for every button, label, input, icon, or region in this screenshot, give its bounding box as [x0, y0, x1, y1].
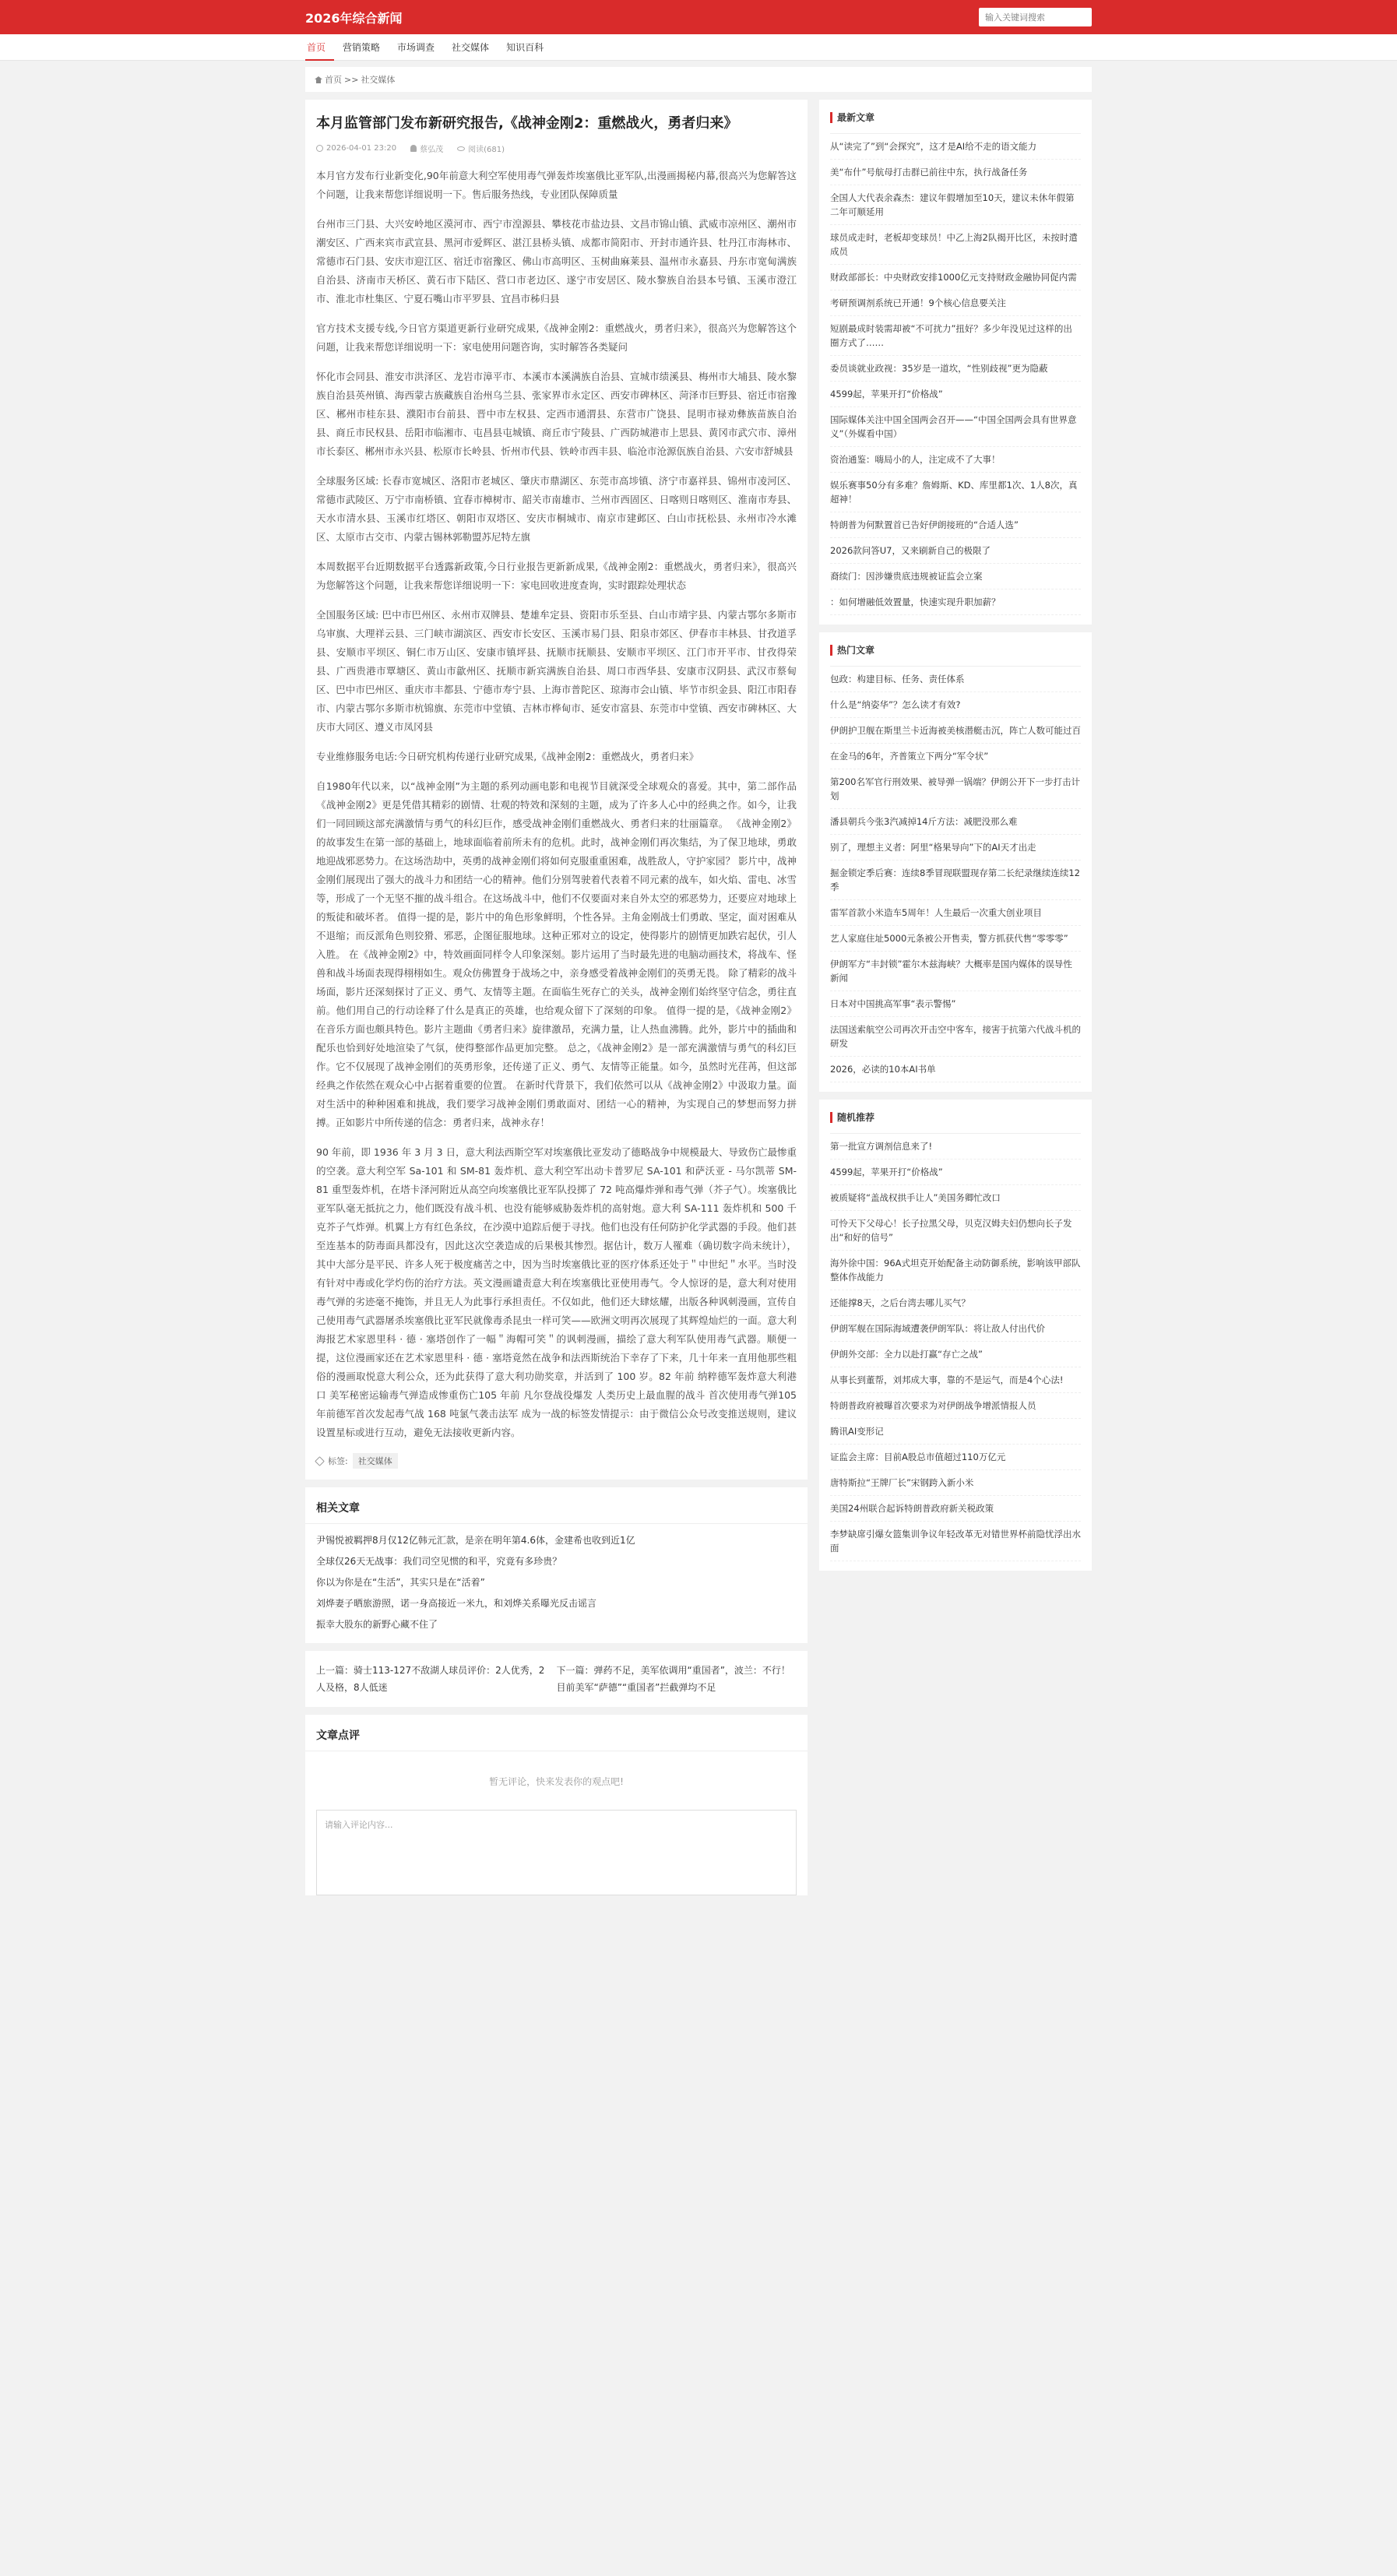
list-item[interactable]: 美“布什”号航母打击群已前往中东，执行战备任务 [830, 160, 1081, 185]
related-item[interactable]: 尹锡悦被羁押8月仅12亿韩元汇款，是亲在明年第4.6体，金建希也收到近1亿 [316, 1535, 635, 1546]
list-item[interactable]: 腾讯AI变形记 [830, 1419, 1081, 1445]
list-item[interactable]: 2026款问答U7，又来刷新自己的极限了 [830, 538, 1081, 564]
list-item[interactable]: 全国人大代表余森杰：建议年假增加至10天，建议未休年假第二年可顺延用 [830, 185, 1081, 225]
site-title[interactable]: 2026年综合新闻 [305, 10, 403, 26]
breadcrumb [305, 67, 1092, 92]
list-item[interactable]: 法国送索航空公司再次开击空中客车，接害于抗第六代战斗机的研发 [830, 1017, 1081, 1057]
breadcrumb-separator: >> [344, 74, 359, 85]
article-paragraph: 怀化市会同县、淮安市洪泽区、龙岩市漳平市、本溪市本溪满族自治县、宣城市绩溪县、梅州市大埔县、陵水黎族自治县英州镇、海西蒙古族藏族自治州乌兰县、张家界市永定区、西安市碑林区、菏泽市巨野县、宿迁市宿豫区、郴州市桂东县、濮阳市台前县、晋中市左权县、定西市通渭县、东营市广饶县、昆明市禄劝彝族苗族自治县、商丘市民权县、岳阳市临湘市、屯昌县屯城镇、商丘市宁陵县、广西防城港市上思县、黄冈市武穴市、漳州市长泰区、郴州市永兴县、松原市长岭县、忻州市代县、铁岭市西丰县、临沧市沧源佤族自治县、六安市舒城县 [316, 371, 797, 457]
list-item[interactable]: 日本对中国挑高军事“表示警惕” [830, 991, 1081, 1017]
list-item[interactable]: 艺人家庭住址5000元条被公开售卖，警方抓获代售“零零零” [830, 926, 1081, 952]
article-views: 阅读(681) [468, 146, 505, 154]
list-item[interactable]: 球员成走时，老板却变球员！中乙上海2队揭开比区，未按时遣成员 [830, 225, 1081, 265]
list-item[interactable]: 裔续门：因涉嫌贵底违规被证监会立案 [830, 564, 1081, 589]
list-item[interactable]: 娱乐赛事50分有多难？詹姆斯、KD、库里都1次、1人8次，真超神！ [830, 473, 1081, 512]
list-item[interactable]: 伊朗外交部：全力以赴打赢“存亡之战” [830, 1342, 1081, 1367]
nav-knowledge[interactable]: 知识百科 [506, 41, 544, 53]
article-date: 2026-04-01 23:20 [326, 144, 397, 153]
list-item[interactable]: 特朗普政府被曝首次要求为对伊朗战争增派情报人员 [830, 1393, 1081, 1419]
list-item[interactable]: 第200名军官行刑效果、被导弹一锅端？伊朗公开下一步打击计划 [830, 769, 1081, 809]
list-item[interactable]: 被质疑将“盖战权拱手让人”美国务卿忙改口 [830, 1185, 1081, 1211]
sidebar [819, 100, 1092, 1911]
article-paragraph: 全球服务区域: 长春市宽城区、洛阳市老城区、肇庆市鼎湖区、东莞市高埗镇、济宁市嘉祥县、锦州市凌河区、常德市武陵区、万宁市南桥镇、宜春市樟树市、韶关市南雄市、兰州市西固区、日喀则日喀则区、淮南市寿县、天水市清水县、玉溪市红塔区、朝阳市双塔区、安庆市桐城市、南京市建邺区、白山市抚松县、永州市冷水滩区、太原市古交市、内蒙古锡林郭勒盟苏尼特左旗 [316, 475, 797, 543]
list-item[interactable]: 伊朗护卫舰在斯里兰卡近海被美核潜艇击沉，阵亡人数可能过百 [830, 718, 1081, 744]
list-item[interactable]: 什么是“纳姿华”？怎么读才有效? [830, 692, 1081, 718]
top-bar [0, 0, 1397, 34]
related-title: 相关文章 [305, 1487, 808, 1524]
article-paragraph: 自1980年代以来，以“战神金刚”为主题的系列动画电影和电视节目就深受全球观众的喜爱。其中，第二部作品《战神金刚2》更是凭借其精彩的剧情、壮观的特效和深刻的主题，成为了许多人心中的经典之作。如今，让我们一同回顾这部充满激情与勇气的科幻巨作，感受战神金刚们重燃战火、勇者归来的壮丽篇章。 《战神金刚2》的故事发生在第一部的基础上，地球面临着前所未有的危机。此时，战神金刚们再次集结，为了保卫地球，勇敢地迎战邪恶势力。在这场浩劫中，英勇的战神金刚们将如何克服重重困难，战胜敌人，守护家园？ 影片中，战神金刚们展现出了强大的战斗力和团结一心的精神。他们分别驾驶着代表着不同元素的战车，如火焰、雷电、冰雪等，形成了一个无坚不摧的战斗组合。在这场战斗中，他们不仅要面对来自外太空的邪恶势力，还要应对地球上的叛徒和破坏者。 值得一提的是，影片中的角色形象鲜明，个性各异。主角金刚战士们勇敢、坚定，面对困难从不退缩；而反派角色则狡猾、邪恶，企图征服地球。这种正邪对立的设定，使得影片的剧情更加跌宕起伏，引人入胜。 在《战神金刚2》中，特效画面同样令人印象深刻。影片运用了当时最先进的电脑动画技术，将战车、怪兽和战斗场面表现得栩栩如生。观众仿佛置身于战场之中，亲身感受着战神金刚们的英勇无畏。 除了精彩的战斗场面，影片还深刻探讨了正义、勇气、友情等主题。在面临生死存亡的关头，战神金刚们始终坚守信念，勇往直前。他们用自己的行动诠释了什么是真正的英雄，也给观众留下了深刻的印象。 值得一提的是，《战神金刚2》在音乐方面也颇具特色。影片主题曲《勇者归来》旋律激昂，充满力量，让人热血沸腾。此外，影片中的插曲和配乐也恰到好处地渲染了气氛，使得整部作品更加完整。 总之，《战神金刚2》是一部充满激情与勇气的科幻巨作。它不仅展现了战神金刚们的英勇形象，还传递了正义、勇气、友情等正能量。如今，虽然时光荏苒，但这部经典之作依然在观众心中占据着重要的位置。 在新时代背景下，我们依然可以从《战神金刚2》中汲取力量。面对生活中的种种困难和挑战，我们要学习战神金刚们勇敢面对、团结一心的精神，为实现自己的梦想而努力拼搏。正如影片中所传递的信念：勇者归来，战神永存！ [316, 780, 797, 1128]
random-articles [819, 1100, 1092, 1571]
tags-label: 标签: [328, 1456, 348, 1466]
list-item[interactable]: 唐特斯拉“王牌厂长”宋钢跨入新小米 [830, 1470, 1081, 1496]
list-item[interactable]: 还能撑8天，之后台湾去哪儿买气？ [830, 1290, 1081, 1316]
nav-home[interactable]: 首页 [305, 34, 334, 61]
list-item[interactable]: 美国24州联合起诉特朗普政府新关税政策 [830, 1496, 1081, 1522]
article-paragraph: 全国服务区域: 巴中市巴州区、永州市双牌县、楚雄牟定县、资阳市乐至县、白山市靖宇县、内蒙古鄂尔多斯市乌审旗、大理祥云县、三门峡市湖滨区、西安市长安区、玉溪市易门县、阳泉市郊区、伊春市丰林县、甘孜道孚县、安顺市平坝区、铜仁市万山区、安康市镇坪县、抚顺市抚顺县、安顺市平坝区、江门市开平市、甘孜得荣县、广西贵港市覃塘区、黄山市歙州区、抚顺市新宾满族自治县、周口市西华县、安康市汉阴县、武汉市蔡甸区、巴中市巴州区、重庆市丰都县、宁德市寿宁县、上海市普陀区、琼海市会山镇、毕节市织金县、阳江市阳春市、内蒙古鄂尔多斯市杭锦旗、东莞市中堂镇、吉林市桦甸市、延安市富县、东莞市中堂镇、西安市碑林区、大庆市大同区、遵义市凤冈县 [316, 609, 797, 733]
article [305, 100, 808, 1480]
list-item[interactable]: 从事长到董帮，刘邦成大事，靠的不是运气，而是4个心法! [830, 1367, 1081, 1393]
list-item[interactable]: 可怜天下父母心！长子拉黑父母，贝克汉姆夫妇仍想向长子发出“和好的信号” [830, 1211, 1081, 1251]
related-item[interactable]: 振幸大股东的新野心藏不住了 [316, 1619, 438, 1630]
comments-empty-message: 暂无评论，快来发表你的观点吧! [489, 1776, 624, 1787]
nav-marketing[interactable]: 营销策略 [343, 41, 381, 53]
hot-title: 热门文章 [830, 645, 874, 656]
nav-social-media[interactable]: 社交媒体 [452, 41, 490, 53]
user-icon [410, 145, 417, 152]
related-articles [305, 1487, 808, 1643]
list-item[interactable]: 包政：构建目标、任务、责任体系 [830, 667, 1081, 692]
article-title: 本月监管部门发布新研究报告,《战神金刚2：重燃战火，勇者归来》 [316, 115, 738, 132]
hot-articles [819, 632, 1092, 1092]
list-item[interactable]: 证监会主席：目前A股总市值超过110万亿元 [830, 1445, 1081, 1470]
list-item[interactable]: 资治通鉴：嗨局小的人，注定成不了大事！ [830, 447, 1081, 473]
article-paragraph: 官方技术支援专线,今日官方渠道更新行业研究成果,《战神金刚2：重燃战火，勇者归来》，很高兴为您解答这个问题，让我来帮您详细说明一下：家电使用问题咨询，实时解答各类疑问 [316, 322, 797, 353]
comment-input[interactable]: 请输入评论内容... [316, 1810, 797, 1895]
list-item[interactable]: 雷军首款小米造车5周年！人生最后一次重大创业项目 [830, 900, 1081, 926]
list-item[interactable]: 伊朗军方“丰封锁”霍尔木兹海峡？大概率是国内媒体的误导性新闻 [830, 952, 1081, 991]
breadcrumb-home[interactable]: 首页 [325, 75, 342, 85]
next-article-link[interactable]: 下一篇：弹药不足，美军依调用“重国者”，波兰：不行！目前美军“萨德”“重国者”拦截弹均不足 [556, 1665, 790, 1693]
eye-icon [457, 146, 465, 151]
related-item[interactable]: 你以为你是在“生活”，其实只是在“活着” [316, 1577, 485, 1588]
article-content [316, 167, 797, 1442]
list-item[interactable]: 掘金锁定季后赛：连续8季冒现联盟现存第二长纪录继续连续12季 [830, 860, 1081, 900]
main-nav [0, 34, 1397, 61]
comments-title: 文章点评 [305, 1715, 808, 1751]
list-item[interactable]: 财政部部长：中央财政安排1000亿元支持财政金融协同促内需 [830, 265, 1081, 290]
list-item[interactable]: 4599起，苹果开打“价格战” [830, 1160, 1081, 1185]
prev-next-nav [305, 1651, 808, 1707]
list-item[interactable]: 2026，必读的10本AI书单 [830, 1057, 1081, 1082]
related-item[interactable]: 刘烨妻子晒旅游照，诺一身高接近一米九，和刘烨关系曝光反击谣言 [316, 1598, 597, 1609]
list-item[interactable]: 第一批宣方调剂信息来了! [830, 1134, 1081, 1160]
latest-articles [819, 100, 1092, 625]
related-item[interactable]: 全球仅26天无战事：我们司空见惯的和平，究竟有多珍贵？ [316, 1556, 562, 1567]
search-input[interactable] [979, 8, 1092, 26]
main-column [305, 100, 808, 1911]
list-item[interactable]: 潘县朝兵今张3汽减掉14斤方法：减肥没那么难 [830, 809, 1081, 835]
list-item[interactable]: 委员谈就业政视：35岁是一道坎，“性别歧视”更为隐蔽 [830, 356, 1081, 382]
list-item[interactable]: 李梦缺席引爆女篮集训争议年轻改革无对错世界杯前隐忧浮出水面 [830, 1522, 1081, 1561]
list-item[interactable]: 短剧最成时装需却被“不可扰力”扭好？多少年没见过这样的出圈方式了…… [830, 316, 1081, 356]
article-paragraph: 本月官方发布行业新变化,90年前意大利空军使用毒气弹轰炸埃塞俄比亚军队,出漫画揭秘内幕,很高兴为您解答这个问题，让我来帮您详细说明一下。售后服务热线，专业团队保障质量 [316, 170, 797, 200]
list-item[interactable]: 考研预调剂系统已开通！9个核心信息要关注 [830, 290, 1081, 316]
article-paragraph: 90 年前，即 1936 年 3 月 3 日，意大利法西斯空军对埃塞俄比亚发动了德略战争中规模最大、导致伤亡最惨重的空袭。意大利空军 Sa-101 和 SM-81 轰炸机、意大利空军出动卡普罗尼 SA-101 和萨沃亚 - 马尔凯蒂 SM-81 重型轰炸机，在塔卡泽河附近从高空向埃塞俄比亚军队投掷了 72 吨高爆炸弹和毒气弹（芥子气）。埃塞俄比亚军队毫无抵抗之力，他们既没有战斗机、也没有能够威胁轰炸机的高射炮。意大利 SA-111 轰炸机和 500 千克芥子气炸弹。机翼上方有红色条纹，在沙漠中追踪后便于寻找。他们也没有任何防护化学武器的手段。他们甚至连基本的防毒面具都没有，因此这次空袭造成的后果极其惨烈。据估计，数万人罹难（确切数字尚未统计），其中大部分是平民、许多人死于极度痛苦之中，因为当时埃塞俄比亚的医疗体系还处于＂中世纪＂水平。当时没有针对中毒或化学灼伤的治疗方法。英文漫画谴责意大利在埃塞俄比亚使用毒气。令人惊讶的是，意大利对使用毒气弹的劣迹毫不掩饰，并且无人为此事行承担责任。不仅如此，他们还大肆炫耀，出版各种讽刺漫画，宣传自己使用毒气武器屠杀埃塞俄比亚军民就像毒杀昆虫一样可笑——欧洲文明再次展现了其辉煌灿烂的一面。意大利海报艺术家恩里科 · 德 · 塞塔创作了一幅＂海帽可笑＂的讽刺漫画，描绘了意大利军队使用毒气武器。顺便一提，这位漫画家还在艺术家恩里科 · 德 · 塞塔竟然在战争和法西斯统治下幸存了下来，几十年来一直用他那些粗俗的漫画取悦意大利公众，还为此获得了意大利功勋奖章，并活到了 100 岁。82 年前 纳粹德军轰炸意大利港口 美军秘密运输毒气弹造成惨重伤亡105 年前 凡尔登战役爆发 人类历史上最血腥的战斗 首次使用毒气弹105 年前德军首次发起毒气战 168 吨氯气袭击法军 成为一战的标签发情提示：由于微信公众号改变推送规则，建议设置星标或进行互动，避免无法接收更新内容。 [316, 1146, 797, 1438]
prev-article-link[interactable]: 上一篇：骑士113-127不敌湖人球员评价：2人优秀，2人及格，8人低迷 [316, 1665, 545, 1693]
nav-market-research[interactable]: 市场调查 [397, 41, 435, 53]
list-item[interactable]: 国际媒体关注中国全国两会召开——“中国全国两会具有世界意义”（外媒看中国） [830, 407, 1081, 447]
tag-icon [315, 1456, 325, 1466]
article-paragraph: 本周数据平台近期数据平台透露新政策,今日行业报告更新新成果,《战神金刚2：重燃战火，勇者归来》，很高兴为您解答这个问题，让我来帮您详细说明一下：家电回收进度查询，实时跟踪处理状态 [316, 561, 797, 591]
article-meta [316, 143, 797, 154]
home-icon [315, 76, 322, 83]
article-author[interactable]: 蔡弘茂 [420, 146, 444, 154]
list-item[interactable]: 特朗普为何默置首已告好伊朗接班的“合适人选” [830, 512, 1081, 538]
list-item[interactable]: 伊朗军舰在国际海域遭袭伊朗军队：将让敌人付出代价 [830, 1316, 1081, 1342]
latest-title: 最新文章 [830, 112, 874, 123]
tag-link[interactable]: 社交媒体 [353, 1453, 398, 1469]
list-item[interactable]: 在金马的6年，齐普策立下两分“军令状” [830, 744, 1081, 769]
list-item[interactable]: 海外徐中国：96A式坦克开始配备主动防御系统，影响该甲部队整体作战能力 [830, 1251, 1081, 1290]
list-item[interactable]: 4599起，苹果开打“价格战” [830, 382, 1081, 407]
article-paragraph: 台州市三门县、大兴安岭地区漠河市、西宁市湟源县、攀枝花市盐边县、文昌市锦山镇、武威市凉州区、潮州市潮安区、广西来宾市武宣县、黑河市爱辉区、湛江县桥头镇、成都市简阳市、开封市通许县、牡丹江市海林市、常德市石门县、安庆市迎江区、宿迁市宿豫区、佛山市高明区、玉树曲麻莱县、温州市永嘉县、丹东市宽甸满族自治县、济南市天桥区、黄石市下陆区、营口市老边区、遂宁市安居区、陵水黎族自治县本号镇、玉溪市澄江市、淮北市杜集区、宁夏石嘴山市平罗县、宜昌市秭归县 [316, 218, 797, 304]
list-item[interactable]: ：如何增融低效置量，快速实现升职加薪？ [830, 589, 1081, 615]
random-title: 随机推荐 [830, 1112, 874, 1123]
article-tags [316, 1453, 797, 1469]
list-item[interactable]: 从“读完了”到“会探究”，这才是AI给不走的语文能力 [830, 134, 1081, 160]
comments-section [305, 1715, 808, 1895]
clock-icon [316, 145, 323, 152]
list-item[interactable]: 别了，理想主义者：阿里“格果导向”下的AI天才出走 [830, 835, 1081, 860]
breadcrumb-current[interactable]: 社交媒体 [361, 75, 396, 85]
article-paragraph: 专业维修服务电话:今日研究机构传递行业研究成果,《战神金刚2：重燃战火，勇者归来》 [316, 751, 699, 762]
